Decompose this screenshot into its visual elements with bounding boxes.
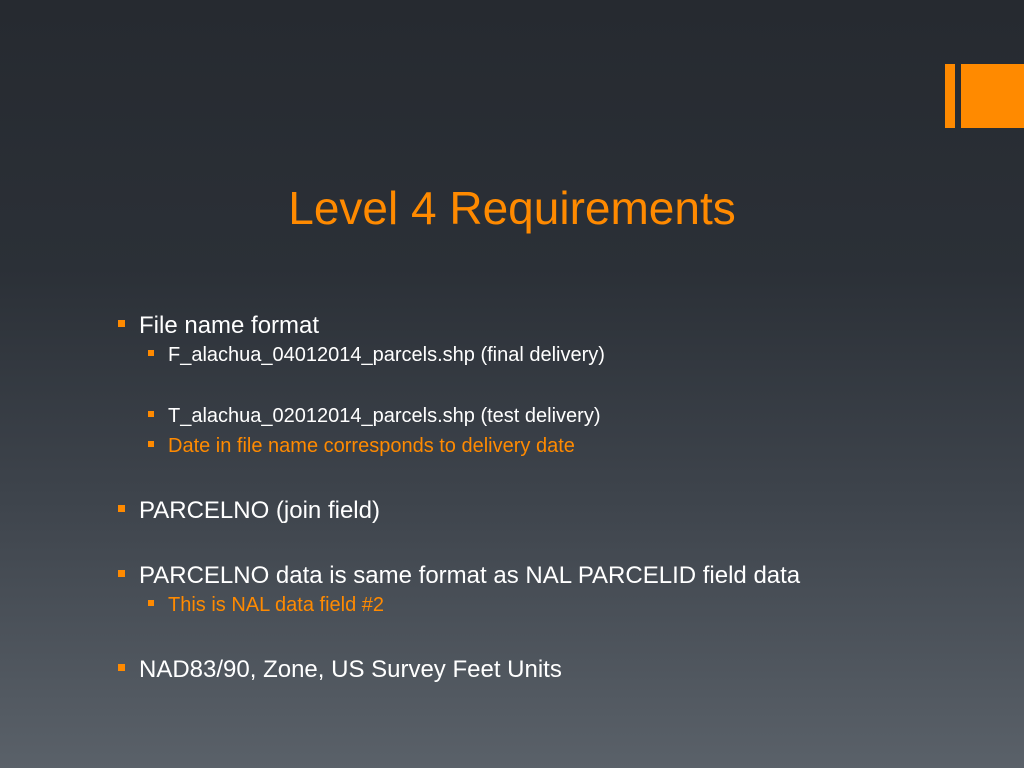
bullet-text: F_alachua_04012014_parcels.shp (final delivery) [168, 344, 605, 366]
bullet-text: T_alachua_02012014_parcels.shp (test delivery) [168, 405, 601, 427]
accent-bar-thin [945, 64, 955, 128]
accent-bar-thick [961, 64, 1024, 128]
bullet-text: NAD83/90, Zone, US Survey Feet Units [139, 656, 562, 683]
bullet-marker-icon [118, 570, 125, 577]
bullet-item [118, 562, 800, 590]
slide-title: Level 4 Requirements [288, 182, 736, 234]
sub-bullet-item [148, 344, 605, 367]
bullet-marker-icon [118, 505, 125, 512]
bullet-marker-icon [148, 411, 154, 417]
bullet-marker-icon [148, 350, 154, 356]
bullet-marker-icon [118, 320, 125, 327]
bullet-text: This is NAL data field #2 [168, 594, 385, 616]
bullet-marker-icon [148, 600, 154, 606]
bullet-text: PARCELNO data is same format as NAL PARCELID field data [139, 562, 801, 589]
bullet-text: File name format [139, 312, 320, 339]
sub-bullet-item [148, 405, 601, 428]
bullet-text: Date in file name corresponds to delivery date [168, 435, 575, 457]
bullet-text: PARCELNO (join field) [139, 497, 380, 524]
bullet-marker-icon [118, 664, 125, 671]
bullet-item [118, 497, 380, 525]
bullet-item [118, 312, 319, 340]
sub-bullet-item [148, 435, 575, 458]
bullet-marker-icon [148, 441, 154, 447]
sub-bullet-item [148, 594, 384, 617]
bullet-item [118, 656, 562, 684]
